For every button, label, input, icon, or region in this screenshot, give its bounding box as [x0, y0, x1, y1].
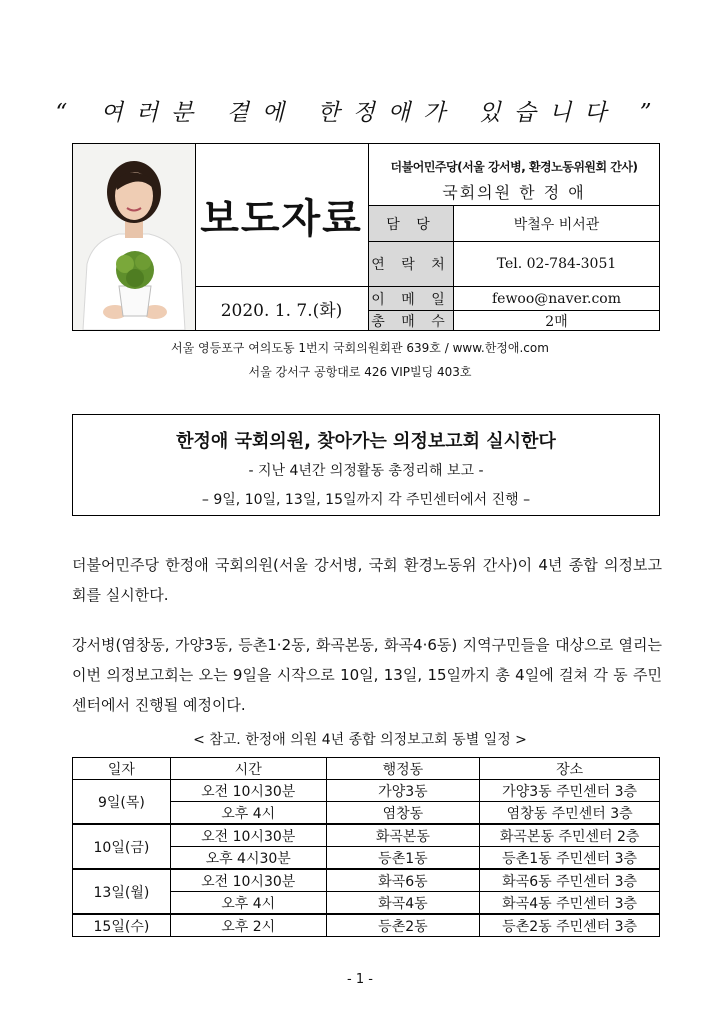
release-date: 2020. 1. 7.(화): [195, 287, 369, 330]
contact-label: 이 메 일: [369, 287, 454, 310]
page-number: - 1 -: [347, 972, 373, 987]
contact-row-email: [369, 287, 659, 311]
contact-label: 담 당: [369, 206, 454, 241]
dong-cell: 등촌2동: [326, 914, 480, 937]
column-header: 행정동: [326, 758, 480, 780]
time-cell: 오전 10시30분: [170, 869, 326, 892]
dong-cell: 가양3동: [326, 780, 480, 802]
dong-cell: 등촌1동: [326, 847, 480, 870]
slogan: “ 여러분 곁에 한정애가 있습니다 ”: [55, 100, 665, 126]
table-header-row: [73, 758, 660, 780]
contact-label: 총 매 수: [369, 311, 454, 330]
member-info-cell: [369, 144, 659, 206]
dong-cell: 염창동: [326, 802, 480, 825]
table-row: [73, 780, 660, 802]
doc-type-title: 보도자료: [200, 195, 363, 242]
headline-subtitle-1: - 지난 4년간 의정활동 총정리해 보고 -: [248, 463, 484, 479]
headline-box: [72, 414, 660, 516]
table-row: [73, 869, 660, 892]
column-header: 장소: [480, 758, 660, 780]
schedule-table: [72, 757, 660, 937]
date-cell: 15일(수): [73, 914, 171, 937]
schedule-table-body: [73, 758, 660, 937]
place-cell: 화곡6동 주민센터 3층: [480, 869, 660, 892]
place-cell: 화곡본동 주민센터 2층: [480, 824, 660, 847]
time-cell: 오전 10시30분: [170, 780, 326, 802]
contact-value: 박철우 비서관: [513, 216, 600, 233]
place-cell: 등촌2동 주민센터 3층: [480, 914, 660, 937]
address-line-2: 서울 강서구 공항대로 426 VIP빌딩 403호: [248, 365, 472, 379]
time-cell: 오전 10시30분: [170, 824, 326, 847]
contact-row-manager: [369, 206, 659, 242]
time-cell: 오후 4시: [170, 802, 326, 825]
place-cell: 염창동 주민센터 3층: [480, 802, 660, 825]
press-release-header: [72, 143, 660, 331]
schedule-caption: < 참고. 한정애 의원 4년 종합 의정보고회 동별 일정 >: [193, 732, 527, 748]
contact-value: 2매: [545, 313, 568, 330]
dong-cell: 화곡6동: [326, 869, 480, 892]
column-header: 시간: [170, 758, 326, 780]
time-cell: 오후 4시30분: [170, 847, 326, 870]
place-cell: 등촌1동 주민센터 3층: [480, 847, 660, 870]
column-header: 일자: [73, 758, 171, 780]
contact-label: 연 락 처: [369, 242, 454, 286]
table-row: [73, 914, 660, 937]
place-cell: 화곡4동 주민센터 3층: [480, 892, 660, 915]
member-line: 국회의원 한 정 애: [442, 183, 586, 202]
place-cell: 가양3동 주민센터 3층: [480, 780, 660, 802]
dong-cell: 화곡본동: [326, 824, 480, 847]
contact-row-phone: [369, 242, 659, 287]
headline-title: 한정애 국회의원, 찾아가는 의정보고회 실시한다: [176, 431, 556, 452]
date-cell: 10일(금): [73, 824, 171, 869]
date-cell: 13일(월): [73, 869, 171, 914]
contact-value: Tel. 02-784-3051: [496, 256, 617, 272]
contact-value: fewoo@naver.com: [491, 290, 621, 307]
doc-type-cell: [195, 144, 369, 287]
time-cell: 오후 4시: [170, 892, 326, 915]
body-paragraph-2: 강서병(염창동, 가양3동, 등촌1·2동, 화곡본동, 화곡4·6동) 지역구민들을 대상으로 열리는 이번 의정보고회는 오는 9일을 시작으로 10일, 13일, 15일까지 총 4일에 걸쳐 각 동 주민센터에서 진행될 예정이다.: [72, 636, 662, 714]
body-paragraph-1: 더불어민주당 한정애 국회의원(서울 강서병, 국회 환경노동위 간사)이 4년 종합 의정보고회를 실시한다.: [72, 556, 662, 604]
date-cell: 9일(목): [73, 780, 171, 825]
dong-cell: 화곡4동: [326, 892, 480, 915]
time-cell: 오후 2시: [170, 914, 326, 937]
table-row: [73, 824, 660, 847]
party-line: 더불어민주당(서울 강서병, 환경노동위원회 간사): [390, 160, 638, 174]
headline-subtitle-2: – 9일, 10일, 13일, 15일까지 각 주민센터에서 진행 –: [201, 492, 531, 508]
address-line-1: 서울 영등포구 여의도동 1번지 국회의원회관 639호 / www.한정애.com: [171, 341, 549, 355]
contact-row-pages: [369, 311, 659, 330]
profile-photo: [73, 144, 196, 330]
